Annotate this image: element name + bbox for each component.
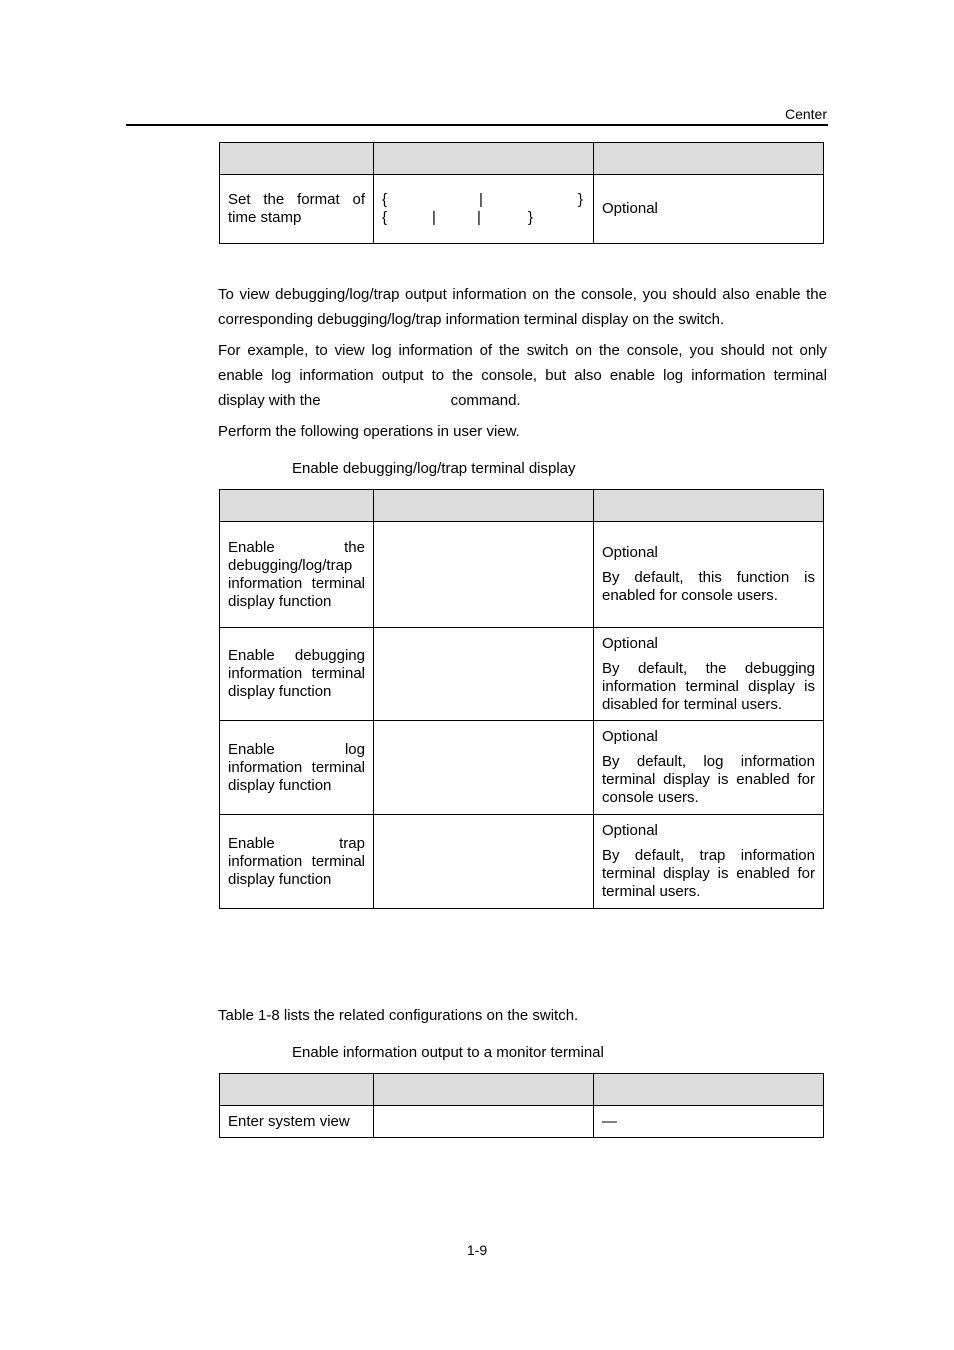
operation-cell: Enter system view [220, 1106, 374, 1138]
paragraph: Perform the following operations in user view. [218, 423, 520, 440]
table-row [220, 175, 824, 244]
command-cell [374, 522, 594, 628]
operation-cell: Enable the debugging/log/trap information terminal display function [220, 522, 374, 628]
description-optional: Optional [602, 728, 658, 745]
description-cell [594, 721, 824, 815]
paragraph-text: command. [450, 392, 521, 409]
table-row [220, 1106, 824, 1138]
brace-pipe: | [479, 191, 483, 208]
paragraph-text: For example, to view log information of the switch on the console, you should not only enable log information output to the console, but also enable log information terminal display with the [218, 342, 827, 409]
page-header-title: Center [784, 106, 827, 122]
command-cell [374, 815, 594, 909]
description-cell: — [594, 1106, 824, 1138]
paragraph [218, 338, 827, 413]
table-caption: Enable debugging/log/trap terminal display [292, 460, 576, 477]
description-cell [594, 815, 824, 909]
table-header-row [220, 490, 824, 522]
description-optional: Optional [602, 634, 658, 652]
description-cell: Optional [594, 175, 824, 244]
description-default: By default, log information terminal display is enabled for console users. [602, 753, 815, 806]
description-optional: Optional [602, 822, 658, 839]
operation-cell: Enable trap information terminal display function [220, 815, 374, 909]
description-default: By default, the debugging information terminal display is disabled for terminal users. [602, 659, 815, 713]
monitor-terminal-table [219, 1073, 824, 1138]
brace-pipe: | [477, 209, 481, 226]
description-default: By default, this function is enabled for console users. [602, 569, 815, 604]
operation-cell: Enable log information terminal display function [220, 721, 374, 815]
paragraph: Table 1-8 lists the related configurations on the switch. [218, 1007, 579, 1024]
description-cell [594, 522, 824, 628]
description-default: By default, trap information terminal display is enabled for terminal users. [602, 847, 815, 900]
operation-cell: Set the format of time stamp [220, 175, 374, 244]
brace-close: } [528, 209, 534, 226]
brace-close: } [578, 191, 584, 208]
page-number: 1-9 [466, 1242, 488, 1258]
command-cell [374, 721, 594, 815]
table-row [220, 815, 824, 909]
brace-open: { [382, 209, 388, 226]
table-header-row [220, 1074, 824, 1106]
table-header-row [220, 143, 824, 175]
table-caption: Enable information output to a monitor terminal [292, 1044, 604, 1061]
command-cell [374, 628, 594, 721]
timestamp-table [219, 142, 824, 244]
paragraph: To view debugging/log/trap output information on the console, you should also enable the corresponding debugging/log/trap information terminal display on the switch. [218, 286, 827, 328]
description-cell [594, 628, 824, 721]
table-row [220, 721, 824, 815]
brace-open: { [382, 191, 388, 208]
command-cell [374, 1106, 594, 1138]
command-brace-syntax [382, 191, 585, 227]
table-row [220, 522, 824, 628]
header-rule [126, 124, 828, 126]
description-optional: Optional [602, 544, 658, 561]
table-row [220, 628, 824, 721]
operation-cell: Enable debugging information terminal display function [220, 628, 374, 721]
command-cell [374, 175, 594, 244]
brace-pipe: | [432, 209, 436, 226]
terminal-display-table [219, 489, 824, 909]
